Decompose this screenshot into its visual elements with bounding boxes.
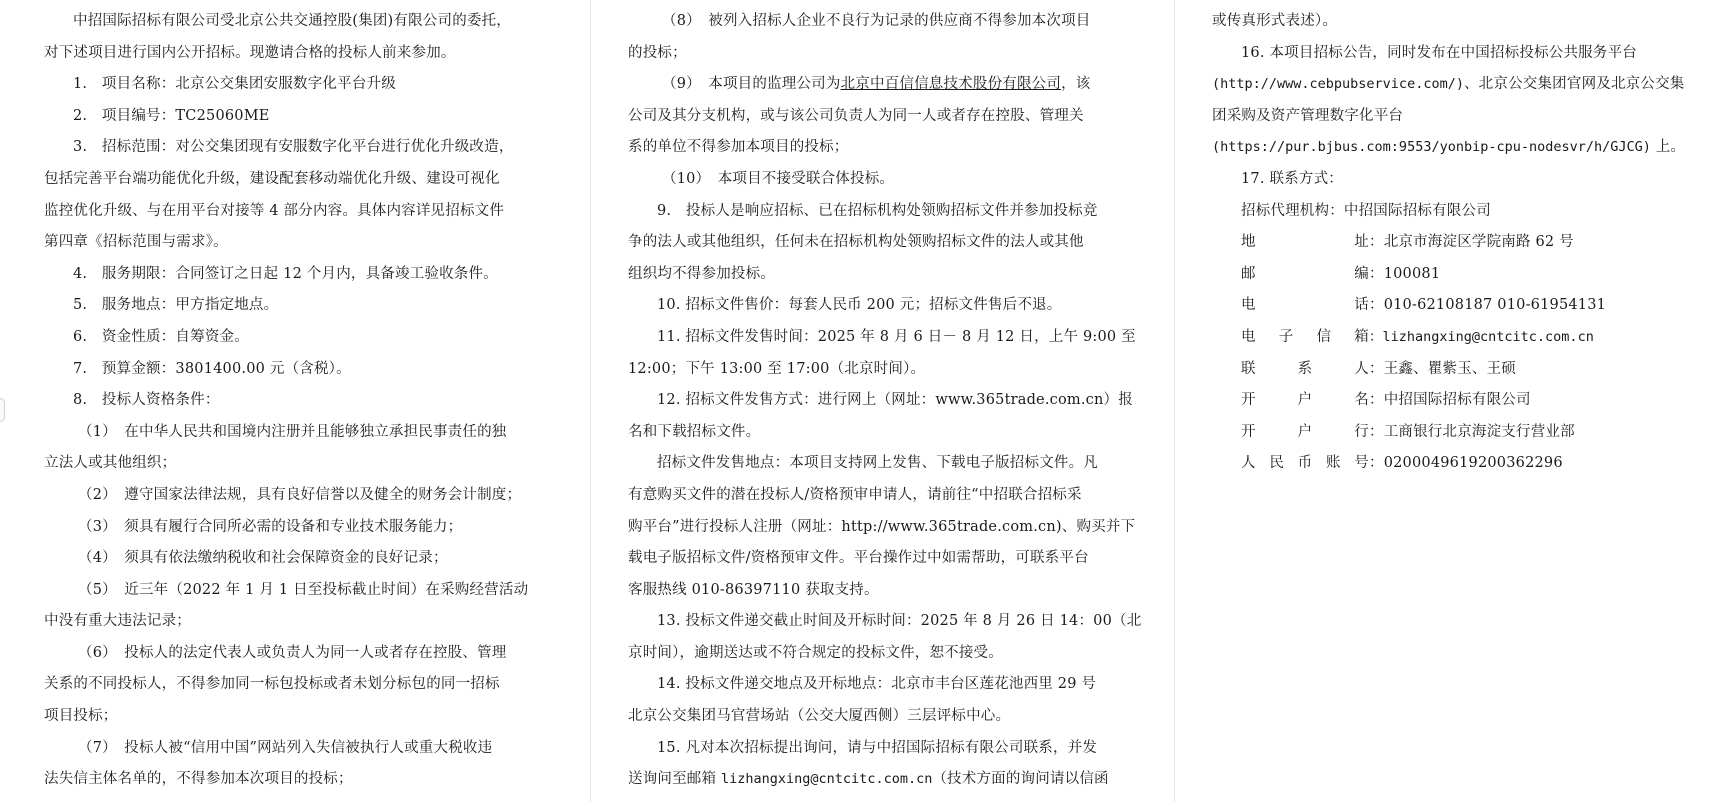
contact-key-char: 址 xyxy=(1354,234,1369,251)
qualification-3: （3） 须具有履行合同所必需的设备和专业技术服务能力； xyxy=(78,518,463,535)
contact-key-char: 行 xyxy=(1354,423,1369,440)
contact-key-char: 开 xyxy=(1241,423,1256,440)
contact-key-char: 号 xyxy=(1354,455,1369,472)
contact-key: 招标代理机构： xyxy=(1241,202,1344,219)
item-service-location: 5. 服务地点：甲方指定地点。 xyxy=(73,297,279,314)
contact-key-char: 信 xyxy=(1316,328,1332,345)
qualification-6-cont: 项目投标； xyxy=(44,708,118,725)
paragraph-sale-location-cont: 有意购买文件的潜在投标人/资格预审申请人，请前往“中招联合招标采 xyxy=(628,486,1082,503)
column-left xyxy=(44,6,574,796)
contact-key xyxy=(1241,417,1369,449)
contact-key-char: 电 xyxy=(1241,328,1256,345)
contact-list xyxy=(1212,227,1717,480)
column-divider xyxy=(1174,0,1175,802)
item-scope-cont: 第四章《招标范围与需求》。 xyxy=(44,234,228,251)
contact-key-char: 账 xyxy=(1325,455,1341,472)
item-bidder-definition: 9. 投标人是响应招标、已在招标机构处领购招标文件并参加投标竞 xyxy=(657,202,1098,219)
contact-key xyxy=(1241,385,1369,417)
item-deadline: 13. 投标文件递交截止时间及开标时间：2025 年 8 月 26 日 14：00（北 xyxy=(657,613,1142,630)
contact-key xyxy=(1241,227,1369,259)
qualification-9-cont: 公司及其分支机构，或与该公司负责人为同一人或者存在控股、管理关 xyxy=(628,107,1084,124)
qualification-2: （2） 遵守国家法律法规，具有良好信誉以及健全的财务会计制度； xyxy=(78,486,522,503)
contact-key-char: 人 xyxy=(1354,360,1369,377)
side-scroll-tab[interactable] xyxy=(0,398,5,422)
contact-key-char: 地 xyxy=(1241,234,1256,251)
contact-key-char: 邮 xyxy=(1241,265,1256,282)
contact-key-char: 户 xyxy=(1297,423,1313,440)
qualification-6-cont: 关系的不同投标人，不得参加同一标包投标或者未划分标包的同一招标 xyxy=(44,676,500,693)
item-sale-method-cont: 名和下载招标文件。 xyxy=(628,423,761,440)
qualification-10: （10） 本项目不接受联合体投标。 xyxy=(662,170,895,187)
qualification-9-text: （9） 本项目的监理公司为 xyxy=(662,76,841,93)
item-fund-nature: 6. 资金性质：自筹资金。 xyxy=(73,328,249,345)
item-scope-cont: 包括完善平台端功能优化升级，建设配套移动端优化升级、建设可视化 xyxy=(44,170,500,187)
publication-text: 上。 xyxy=(1650,139,1686,156)
contact-value: ：北京市海淀区学院南路 62 号 xyxy=(1369,234,1574,251)
contact-row xyxy=(1212,448,1717,480)
contact-value: 中招国际招标有限公司 xyxy=(1343,202,1491,219)
item-service-period: 4. 服务期限：合同签订之日起 12 个月内，具备竣工验收条件。 xyxy=(73,265,498,282)
contact-value: ：中招国际招标有限公司 xyxy=(1369,392,1531,409)
contact-row xyxy=(1212,385,1717,417)
contact-row xyxy=(1212,322,1717,354)
item-bidder-definition-cont: 争的法人或其他组织，任何未在招标机构处领购招标文件的法人或其他 xyxy=(628,234,1084,251)
paragraph-sale-location: 招标文件发售地点：本项目支持网上发售、下载电子版招标文件。凡 xyxy=(657,455,1098,472)
column-middle xyxy=(628,6,1148,796)
contact-value: ：100081 xyxy=(1369,265,1441,282)
item-inquiry: 15. 凡对本次招标提出询问，请与中招国际招标有限公司联系，并发 xyxy=(657,739,1098,756)
item-submission-location-cont: 北京公交集团马官营场站（公交大厦西侧）三层评标中心。 xyxy=(628,708,1011,725)
contact-value: ：王鑫、瞿紫玉、王硕 xyxy=(1369,360,1516,377)
qualification-1-cont: 立法人或其他组织； xyxy=(44,455,177,472)
contact-key-char: 编 xyxy=(1354,265,1369,282)
qualification-7: （7） 投标人被“信用中国”网站列入失信被执行人或重大税收违 xyxy=(78,739,493,756)
qualification-8-cont: 的投标； xyxy=(628,44,687,61)
qualification-7-cont: 法失信主体名单的，不得参加本次项目的投标； xyxy=(44,771,353,788)
contact-key-char: 话 xyxy=(1354,297,1369,314)
contact-key-char: 民 xyxy=(1269,455,1285,472)
item-publication: 16. 本项目招标公告，同时发布在中国招标投标公共服务平台 xyxy=(1241,44,1637,61)
item-scope: 3. 招标范围：对公交集团现有安服数字化平台进行优化升级改造， xyxy=(73,139,514,156)
qualification-5: （5） 近三年（2022 年 1 月 1 日至投标截止时间）在采购经营活动 xyxy=(78,581,529,598)
contact-row xyxy=(1212,227,1717,259)
publication-text: 、北京公交集团官网及北京公交集 xyxy=(1463,76,1685,93)
item-sale-method: 12. 招标文件发售方式：进行网上（网址：www.365trade.com.cn）报 xyxy=(657,392,1133,409)
contact-row xyxy=(1212,354,1717,386)
item-inquiry-cont xyxy=(628,764,1148,796)
contact-value: ：0200049619200362296 xyxy=(1369,455,1563,472)
item-document-price: 10. 招标文件售价：每套人民币 200 元；招标文件售后不退。 xyxy=(657,297,1062,314)
contact-key-char: 联 xyxy=(1241,360,1256,377)
item-publication-cont: 团采购及资产管理数字化平台 xyxy=(1212,107,1404,124)
item-publication-cont xyxy=(1212,132,1717,164)
contact-key-char: 名 xyxy=(1354,392,1369,409)
contact-key xyxy=(1241,322,1369,354)
contact-row xyxy=(1212,290,1717,322)
qualification-9 xyxy=(628,69,1148,101)
contact-key-char: 户 xyxy=(1297,392,1313,409)
inquiry-text: 送询问至邮箱 xyxy=(628,771,722,788)
paragraph-sale-location-cont: 载电子版招标文件/资格预审文件。平台操作过中如需帮助，可联系平台 xyxy=(628,550,1089,567)
qualification-9-text: ，该 xyxy=(1061,76,1091,93)
item-sale-time-cont: 12:00；下午 13:00 至 17:00（北京时间）。 xyxy=(628,360,926,377)
item-qualifications: 8. 投标人资格条件： xyxy=(73,392,220,409)
item-inquiry-cont: 或传真形式表述）。 xyxy=(1212,13,1338,29)
contact-row xyxy=(1212,417,1717,449)
inquiry-text: （技术方面的询问请以信函 xyxy=(932,771,1109,788)
contact-value[interactable]: ：lizhangxing@cntcitc.com.cn xyxy=(1369,328,1594,345)
item-budget: 7. 预算金额：3801400.00 元（含税）。 xyxy=(73,360,351,377)
column-divider xyxy=(590,0,591,802)
contact-key xyxy=(1241,290,1369,322)
contact-key-char: 系 xyxy=(1297,360,1313,377)
inquiry-email[interactable]: lizhangxing@cntcitc.com.cn xyxy=(721,771,933,788)
item-contact-heading: 17. 联系方式： xyxy=(1241,170,1343,187)
contact-key xyxy=(1241,354,1369,386)
paragraph-sale-location-cont: 客服热线 010-86397110 获取支持。 xyxy=(628,581,879,598)
item-project-number: 2. 项目编号：TC25060ME xyxy=(73,107,270,124)
qualification-5-cont: 中没有重大违法记录； xyxy=(44,613,191,630)
item-scope-cont: 监控优化升级、与在用平台对接等 4 部分内容。具体内容详见招标文件 xyxy=(44,202,505,219)
bjbus-platform-url[interactable]: (https://pur.bjbus.com:9553/yonbip-cpu-nodesvr/h/GJCG) xyxy=(1212,139,1651,156)
paragraph-intro-cont: 对下述项目进行国内公开招标。现邀请合格的投标人前来参加。 xyxy=(44,44,456,61)
item-bidder-definition-cont: 组织均不得参加投标。 xyxy=(628,265,775,282)
item-sale-time: 11. 招标文件发售时间：2025 年 8 月 6 日－ 8 月 12 日，上午 9:00 至 xyxy=(657,328,1136,345)
contact-key-char: 箱 xyxy=(1354,328,1369,345)
contact-key-char: 币 xyxy=(1297,455,1313,472)
paragraph-sale-location-cont: 购平台”进行投标人注册（网址：http://www.365trade.com.cn)、购买并下 xyxy=(628,518,1136,535)
contact-row xyxy=(1212,259,1717,291)
paragraph-intro: 中招国际招标有限公司受北京公共交通控股(集团)有限公司的委托， xyxy=(73,13,512,29)
item-deadline-cont: 京时间），逾期送达或不符合规定的投标文件，恕不接受。 xyxy=(628,644,1003,661)
contact-value: ：工商银行北京海淀支行营业部 xyxy=(1369,423,1575,440)
column-right xyxy=(1212,6,1717,480)
qualification-4: （4） 须具有依法缴纳税收和社会保障资金的良好记录； xyxy=(78,550,448,567)
qualification-1: （1） 在中华人民共和国境内注册并且能够独立承担民事责任的独 xyxy=(78,423,507,440)
contact-key-char: 子 xyxy=(1278,328,1294,345)
supervisor-company-link[interactable]: 北京中百信信息技术股份有限公司 xyxy=(840,76,1062,93)
contact-key-char: 电 xyxy=(1241,297,1256,314)
contact-agency xyxy=(1212,196,1717,228)
item-project-name: 1. 项目名称：北京公交集团安服数字化平台升级 xyxy=(73,76,396,93)
item-submission-location: 14. 投标文件递交地点及开标地点：北京市丰台区莲花池西里 29 号 xyxy=(657,676,1097,693)
contact-value: ：010-62108187 010-61954131 xyxy=(1369,297,1607,314)
contact-key-char: 人 xyxy=(1241,455,1256,472)
contact-key-char: 开 xyxy=(1241,392,1256,409)
contact-key xyxy=(1241,448,1369,480)
qualification-9-cont: 系的单位不得参加本项目的投标； xyxy=(628,139,849,156)
cebpubservice-url[interactable]: (http://www.cebpubservice.com/) xyxy=(1212,76,1464,93)
item-publication-cont xyxy=(1212,69,1717,101)
qualification-6: （6） 投标人的法定代表人或负责人为同一人或者存在控股、管理 xyxy=(78,644,507,661)
contact-key xyxy=(1241,259,1369,291)
qualification-8: （8） 被列入招标人企业不良行为记录的供应商不得参加本次项目 xyxy=(662,13,1091,29)
